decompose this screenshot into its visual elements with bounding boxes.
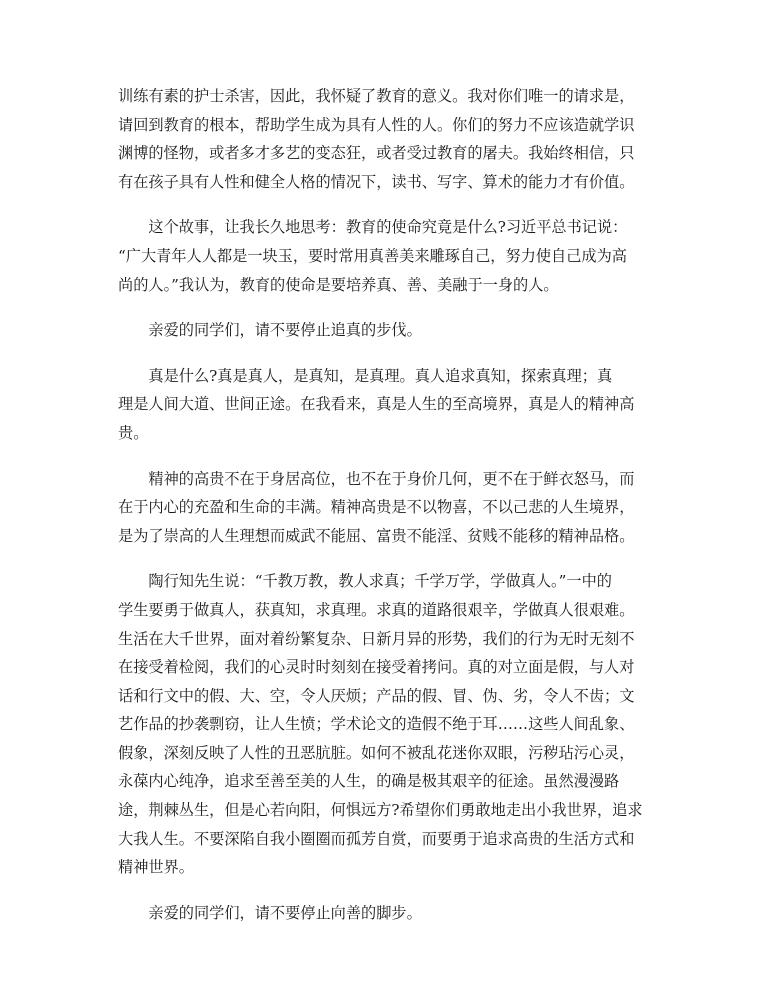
text-line: 在接受着检阅，我们的心灵时时刻刻在接受着拷问。真的对立面是假，与人对 <box>118 658 635 677</box>
text-line: 是为了崇高的人生理想而威武不能屈、富贵不能淫、贫贱不能移的精神品格。 <box>118 526 635 545</box>
paragraph-7 <box>118 899 658 928</box>
text-line: 艺作品的抄袭剽窃，让人生愤；学术论文的造假不绝于耳……这些人间乱象、 <box>118 715 635 734</box>
text-line: 精神的高贵不在于身居高位，也不在于身价几何，更不在于鲜衣怒马，而 <box>148 469 635 488</box>
text-line: 永葆内心纯净，追求至善至美的人生，的确是极其艰辛的征途。虽然漫漫路 <box>118 772 620 791</box>
text-line: 请回到教育的根本，帮助学生成为具有人性的人。你们的努力不应该造就学识 <box>118 115 635 134</box>
text-line: 假象，深刻反映了人性的丑恶肮脏。如何不被乱花迷你双眼，污秽玷污心灵， <box>118 743 635 762</box>
text-line: 途，荆棘丛生，但是心若向阳，何惧远方?希望你们勇敢地走出小我世界，追求 <box>118 801 643 820</box>
text-line: 话和行文中的假、大、空，令人厌烦；产品的假、冒、伪、劣，令人不齿；文 <box>118 686 635 705</box>
text-line: 学生要勇于做真人，获真知，求真理。求真的道路很艰辛，学做真人很艰难。 <box>118 600 635 619</box>
text-line: 理是人间大道、世间正途。在我看来，真是人生的至高境界，真是人的精神高 <box>118 395 635 414</box>
text-line: 在于内心的充盈和生命的丰满。精神高贵是不以物喜，不以己悲的人生境界， <box>118 498 635 517</box>
text-line: 亲爱的同学们，请不要停止向善的脚步。 <box>148 903 422 922</box>
text-line: 亲爱的同学们，请不要停止追真的步伐。 <box>148 321 422 340</box>
text-line: 有在孩子具有人性和健全人格的情况下，读书、写字、算术的能力才有价值。 <box>118 172 635 191</box>
paragraph-2 <box>118 213 658 299</box>
document-page <box>118 82 658 944</box>
text-line: 训练有素的护士杀害，因此，我怀疑了教育的意义。我对你们唯一的请求是， <box>118 87 635 105</box>
text-line: “广大青年人人都是一块玉，要时常用真善美来雕琢自己，努力使自己成为高 <box>118 246 627 265</box>
text-line: 生活在大千世界，面对着纷繁复杂、日新月异的形势，我们的行为无时无刻不 <box>118 629 635 648</box>
text-line: 尚的人。”我认为，教育的使命是要培养真、善、美融于一身的人。 <box>118 275 559 294</box>
paragraph-6 <box>118 567 658 882</box>
text-line: 渊博的怪物，或者多才多艺的变态狂，或者受过教育的屠夫。我始终相信，只 <box>118 144 635 163</box>
text-line: 真是什么?真是真人，是真知，是真理。真人追求真知，探索真理；真 <box>148 366 613 385</box>
paragraph-4 <box>118 362 658 448</box>
paragraph-3 <box>118 316 658 345</box>
text-line: 陶行知先生说：“千教万教，教人求真；千学万学，学做真人。”一中的 <box>148 572 612 591</box>
paragraph-1 <box>118 82 658 196</box>
text-line: 这个故事，让我长久地思考：教育的使命究竟是什么?习近平总书记说： <box>148 218 628 237</box>
text-line: 贵。 <box>118 423 149 442</box>
text-line: 精神世界。 <box>118 858 194 877</box>
paragraph-5 <box>118 465 658 551</box>
text-line: 大我人生。不要深陷自我小圈圈而孤芳自赏，而要勇于追求高贵的生活方式和 <box>118 829 635 848</box>
